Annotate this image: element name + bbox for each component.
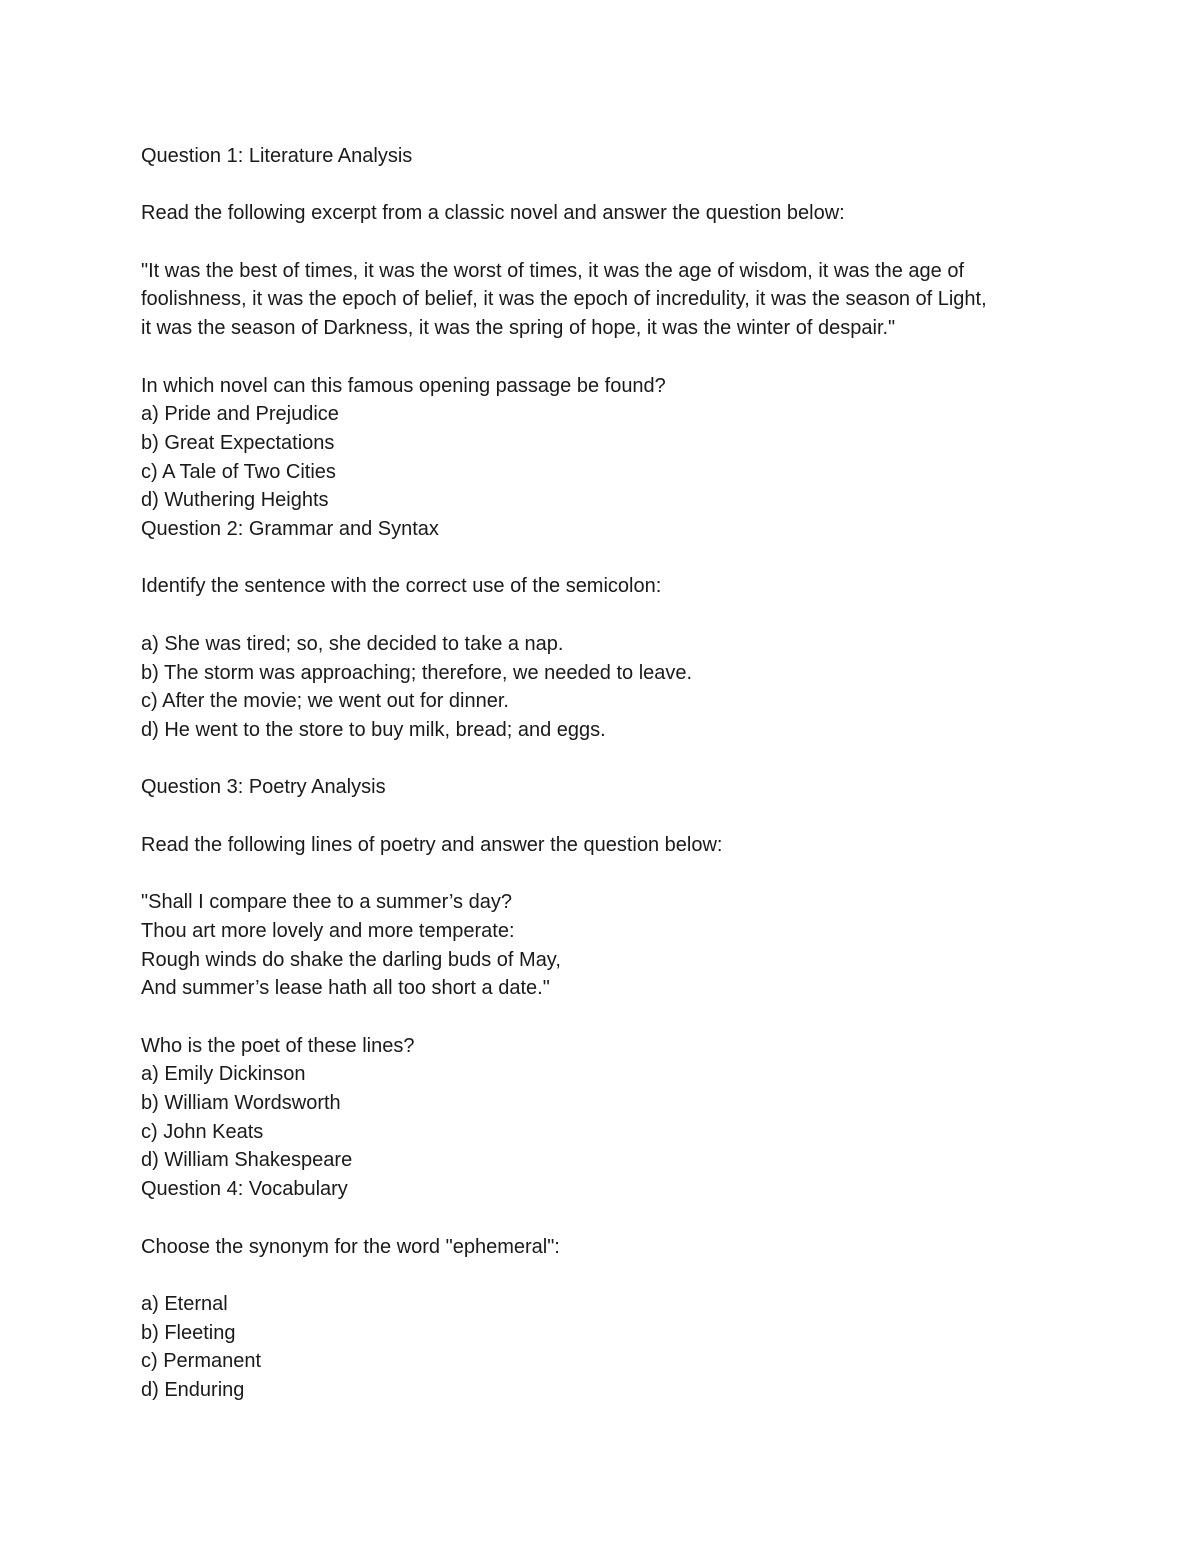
question-3-options <box>141 1060 1081 1175</box>
question-3-instruction: Read the following lines of poetry and answer the question below: <box>141 833 723 856</box>
poem-line: Thou art more lovely and more temperate: <box>141 919 515 942</box>
question-3-heading: Question 3: Poetry Analysis <box>141 776 386 799</box>
option-c: c) Permanent <box>141 1350 262 1373</box>
question-3 <box>141 773 1081 1175</box>
spacer <box>141 544 1081 573</box>
poem-line: Rough winds do shake the darling buds of May, <box>141 948 561 971</box>
question-3-passage <box>141 888 1081 1003</box>
document-body <box>141 142 1081 1405</box>
passage-line: "It was the best of times, it was the worst of times, it was the age of wisdom, it was the age of <box>141 259 965 282</box>
option-a: a) Emily Dickinson <box>141 1063 306 1086</box>
question-1-prompt: In which novel can this famous opening passage be found? <box>141 374 666 397</box>
question-4 <box>141 1175 1081 1405</box>
poem-line: And summer’s lease hath all too short a date." <box>141 977 550 1000</box>
passage-line: foolishness, it was the epoch of belief, it was the epoch of incredulity, it was the season of Light, <box>141 288 987 311</box>
option-c: c) A Tale of Two Cities <box>141 460 336 483</box>
option-b: b) Fleeting <box>141 1321 236 1344</box>
option-d: d) He went to the store to buy milk, bread; and eggs. <box>141 718 606 741</box>
question-1 <box>141 142 1081 515</box>
question-2-options <box>141 630 1081 745</box>
option-d: d) Enduring <box>141 1379 245 1402</box>
option-b: b) William Wordsworth <box>141 1092 341 1115</box>
option-c: c) John Keats <box>141 1120 264 1143</box>
spacer <box>141 1261 1081 1290</box>
option-a: a) She was tired; so, she decided to take a nap. <box>141 632 564 655</box>
question-1-instruction: Read the following excerpt from a classic novel and answer the question below: <box>141 202 845 225</box>
option-a: a) Pride and Prejudice <box>141 403 339 426</box>
spacer <box>141 1003 1081 1032</box>
option-a: a) Eternal <box>141 1292 228 1315</box>
question-1-options <box>141 400 1081 515</box>
spacer <box>141 343 1081 372</box>
option-d: d) William Shakespeare <box>141 1149 353 1172</box>
question-2-prompt: Identify the sentence with the correct use of the semicolon: <box>141 575 662 598</box>
question-2 <box>141 515 1081 773</box>
question-1-passage <box>141 257 1081 343</box>
option-b: b) Great Expectations <box>141 431 335 454</box>
option-d: d) Wuthering Heights <box>141 489 329 512</box>
option-b: b) The storm was approaching; therefore, we needed to leave. <box>141 661 693 684</box>
question-3-prompt: Who is the poet of these lines? <box>141 1034 415 1057</box>
spacer <box>141 745 1081 774</box>
question-4-prompt: Choose the synonym for the word "ephemeral": <box>141 1235 560 1258</box>
question-1-heading: Question 1: Literature Analysis <box>141 145 413 167</box>
passage-line: it was the season of Darkness, it was the spring of hope, it was the winter of despair." <box>141 317 896 340</box>
question-4-options <box>141 1290 1081 1405</box>
spacer <box>141 601 1081 630</box>
spacer <box>141 802 1081 831</box>
option-c: c) After the movie; we went out for dinner. <box>141 690 509 713</box>
question-2-heading: Question 2: Grammar and Syntax <box>141 518 439 541</box>
poem-line: "Shall I compare thee to a summer’s day? <box>141 891 512 914</box>
spacer <box>141 171 1081 200</box>
spacer <box>141 228 1081 257</box>
spacer <box>141 859 1081 888</box>
spacer <box>141 1204 1081 1233</box>
question-4-heading: Question 4: Vocabulary <box>141 1178 348 1201</box>
